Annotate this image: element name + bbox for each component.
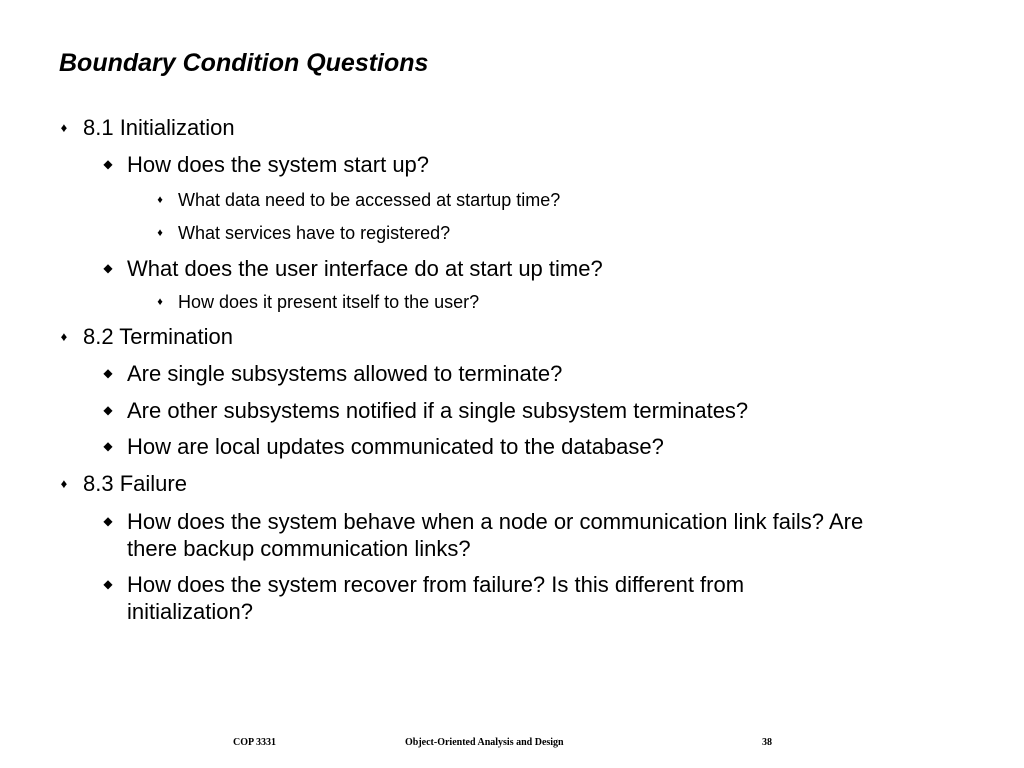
diamond-bullet-icon: ♦ — [60, 476, 68, 491]
sub-question-label: What services have to registered? — [178, 223, 451, 243]
question-label-line: How does the system recover from failure? Is this different from — [127, 572, 745, 597]
question-label: How are local updates communicated to the database? — [127, 434, 664, 459]
section-label: 8.2 Termination — [83, 324, 234, 349]
slide-title: Boundary Condition Questions — [59, 49, 429, 77]
diamond-bullet-icon: ◆ — [103, 514, 113, 528]
diamond-bullet-icon: ♦ — [157, 227, 163, 239]
footer-page-number: 38 — [762, 737, 772, 748]
diamond-bullet-icon: ♦ — [157, 194, 163, 206]
footer-subject: Object-Oriented Analysis and Design — [405, 737, 564, 748]
question-label: Are other subsystems notified if a single subsystem terminates? — [127, 398, 749, 423]
sub-question-label: How does it present itself to the user? — [178, 292, 480, 312]
diamond-bullet-icon: ◆ — [103, 261, 113, 275]
diamond-bullet-icon: ♦ — [157, 296, 163, 308]
diamond-bullet-icon: ♦ — [60, 120, 68, 135]
diamond-bullet-icon: ◆ — [103, 577, 113, 591]
sub-question-label: What data need to be accessed at startup time? — [178, 190, 561, 210]
diamond-bullet-icon: ♦ — [60, 329, 68, 344]
diamond-bullet-icon: ◆ — [103, 157, 113, 171]
question-label: What does the user interface do at start up time? — [127, 256, 603, 281]
question-label-line: How does the system behave when a node or communication link fails? Are — [127, 509, 864, 534]
question-label: Are single subsystems allowed to terminate? — [127, 361, 563, 386]
section-label: 8.3 Failure — [83, 471, 187, 496]
section-label: 8.1 Initialization — [83, 115, 235, 140]
diamond-bullet-icon: ◆ — [103, 403, 113, 417]
question-label: How does the system start up? — [127, 152, 430, 177]
footer-course: COP 3331 — [233, 737, 277, 748]
question-label-line: there backup communication links? — [127, 536, 471, 561]
diamond-bullet-icon: ◆ — [103, 439, 113, 453]
diamond-bullet-icon: ◆ — [103, 366, 113, 380]
question-label-line: initialization? — [127, 599, 253, 624]
